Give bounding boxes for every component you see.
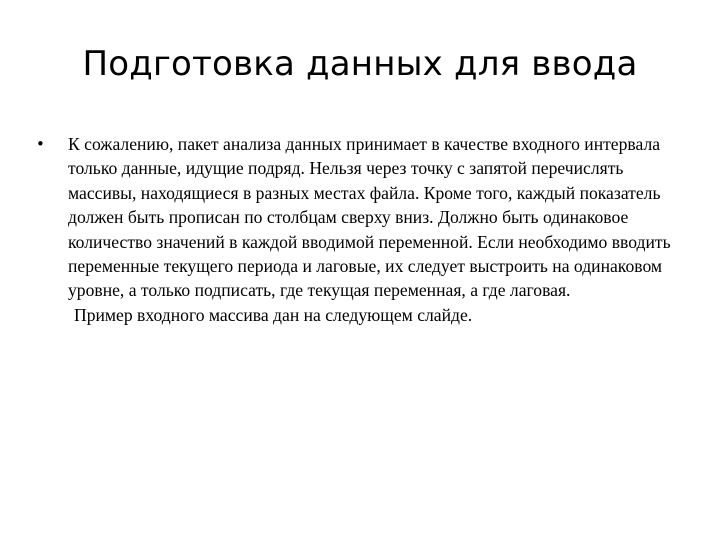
bullet-icon: • — [36, 135, 45, 153]
bullet-item — [36, 132, 676, 303]
bullet-text: К сожалению, пакет анализа данных принимает в качестве входного интервала только данные, идущие подряд. Нельзя через точку с запятой перечислять массивы, находящиеся в разных местах файла. Кроме того, каждый показатель должен быть прописан по столбцам сверху вниз. Должно быть одинаковое количество значений в каждой вводимой переменной. Если необходимо вводить переменные текущего периода и лаговые, их следует выстроить на одинаковом уровне, а только подписать, где текущая переменная, а где лаговая. — [68, 134, 671, 301]
slide-title: Подготовка данных для ввода — [82, 44, 638, 84]
slide-body — [36, 132, 676, 327]
follow-up-text: Пример входного массива дан на следующем слайде. — [74, 304, 473, 325]
